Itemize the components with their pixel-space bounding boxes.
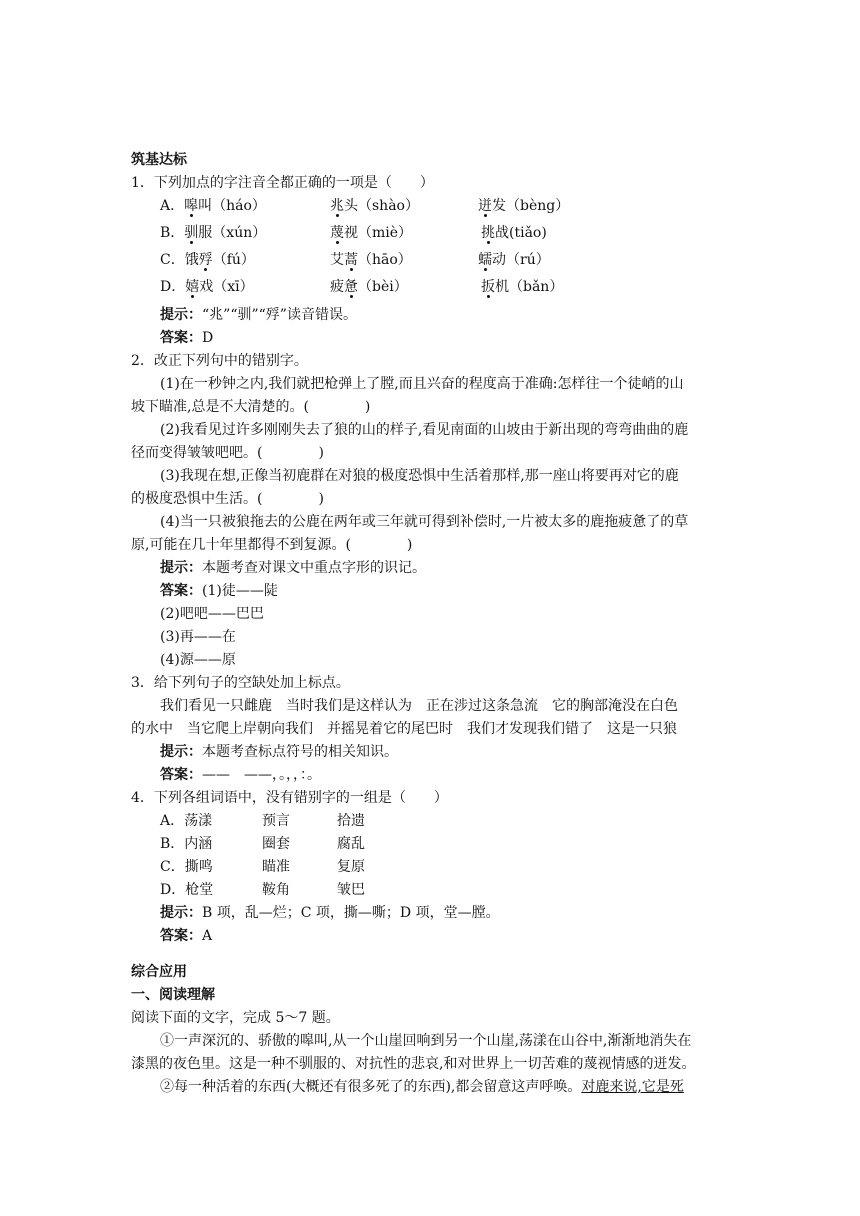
option-label: B． <box>160 225 185 241</box>
question-3-passage: 我们看见一只雌鹿 当时我们是这样认为 正在涉过这条急流 它的胸部淹没在白色 <box>160 698 678 714</box>
question-1-answer <box>160 328 213 348</box>
option-text: 动（rú） <box>492 252 550 268</box>
question-2-answer-3: (3)再——在 <box>160 629 236 645</box>
question-2-answer <box>160 581 278 601</box>
question-2-sentence-4-cont: 原,可能在几十年里都得不到复源。( ) <box>131 537 413 553</box>
question-2-hint <box>160 558 426 578</box>
question-1-option-c-2 <box>330 250 412 270</box>
dotted-char: 驯 <box>184 225 199 241</box>
question-2-sentence-4: (4)当一只被狼拖去的公鹿在两年或三年就可得到补偿时,一片被太多的鹿拖疲惫了的草 <box>160 514 689 530</box>
question-4-option-c-2: 瞄准 <box>262 859 290 875</box>
question-2-stem: 2．改正下列句中的错别字。 <box>131 353 308 369</box>
answer-text: —— ——，。，，：。 <box>202 767 321 783</box>
question-2-sentence-1-cont: 坡下瞄准,总是不大清楚的。( ) <box>131 399 371 415</box>
hint-text: B 项，乱—烂；C 项，撕—嘶；D 项，堂—膛。 <box>202 905 500 921</box>
reading-paragraph-1-cont: 漆黑的夜色里。这是一种不驯服的、对抗性的悲哀,和对世界上一切苦难的蔑视情感的迸发。 <box>131 1056 696 1072</box>
reading-paragraph-1: ①一声深沉的、骄傲的嗥叫,从一个山崖回响到另一个山崖,荡漾在山谷中,渐渐地消失在 <box>160 1033 692 1049</box>
question-4-option-a-2: 预言 <box>262 813 290 829</box>
option-text: 发（bèng） <box>492 198 570 214</box>
question-1-option-a-3 <box>478 196 569 216</box>
question-3-stem: 3．给下列句子的空缺处加上标点。 <box>131 675 350 691</box>
question-1-option-a-2 <box>330 196 419 216</box>
option-text: 机（bǎn） <box>495 279 564 295</box>
option-text: 叫（háo） <box>198 198 266 214</box>
question-4-option-c: C．撕鸣 <box>160 859 213 875</box>
dotted-char: 扳 <box>481 279 495 295</box>
dotted-char: 蔑 <box>330 225 344 241</box>
dotted-char: 嗥 <box>184 198 199 214</box>
option-text: （fú） <box>212 252 255 268</box>
question-4-option-d-3: 皱巴 <box>337 882 365 898</box>
option-text: 服（xún） <box>198 225 267 241</box>
option-text: 饿 <box>184 252 199 268</box>
option-text: 头（shào） <box>344 198 419 214</box>
reading-intro: 阅读下面的文字，完成 5～7 题。 <box>131 1010 340 1026</box>
answer-text: (1)徒——陡 <box>202 583 278 599</box>
option-text: 戏（xī） <box>199 279 254 295</box>
question-2-sentence-2: (2)我看见过许多刚刚失去了狼的山的样子,看见南面的山坡由于新出现的弯弯曲曲的鹿 <box>160 422 689 438</box>
question-4-hint <box>160 903 500 923</box>
dotted-char: 蠕 <box>478 252 492 268</box>
dotted-char: 迸 <box>478 198 492 214</box>
question-1-option-a <box>160 196 266 216</box>
section-2-title: 综合应用 <box>131 964 187 980</box>
question-4-answer <box>160 926 212 946</box>
hint-text: “兆”“驯”“殍”读音错误。 <box>202 307 357 323</box>
question-2-sentence-1: (1)在一秒钟之内,我们就把枪弹上了膛,而且兴奋的程度高于准确:怎样往一个徒峭的山 <box>160 376 684 392</box>
option-text: 视（miè） <box>344 225 413 241</box>
hint-label: 提示： <box>160 560 202 576</box>
question-2-answer-4: (4)源——原 <box>160 652 236 668</box>
question-4-option-a-3: 拾遗 <box>337 813 365 829</box>
question-4-option-d: D．枪堂 <box>160 882 214 898</box>
question-4-option-b-2: 圈套 <box>262 836 290 852</box>
question-1-option-d-3 <box>481 277 563 297</box>
question-1-option-b <box>160 223 266 243</box>
option-text: 艾 <box>330 252 344 268</box>
reading-paragraph-2 <box>160 1077 684 1097</box>
option-text: 疲 <box>330 279 344 295</box>
question-1-hint <box>160 305 357 325</box>
hint-label: 提示： <box>160 744 202 760</box>
answer-text: A <box>202 928 213 944</box>
section-2-subtitle: 一、阅读理解 <box>131 987 215 1003</box>
dotted-char: 惫 <box>344 279 358 295</box>
answer-text: D <box>202 330 214 346</box>
option-label: C． <box>160 252 185 268</box>
question-2-sentence-2-cont: 径而变得皱皱吧吧。( ) <box>131 445 324 461</box>
paragraph-text: ②每一种活着的东西(大概还有很多死了的东西),都会留意这声呼唤。 <box>160 1079 582 1095</box>
question-1-option-d <box>160 277 254 297</box>
section-title: 筑基达标 <box>131 152 187 168</box>
dotted-char: 挑 <box>481 225 495 241</box>
question-2-answer-2: (2)吧吧——巴巴 <box>160 606 264 622</box>
hint-label: 提示： <box>160 307 202 323</box>
question-2-sentence-3: (3)我现在想,正像当初鹿群在对狼的极度恐惧中生活着那样,那一座山将要再对它的鹿 <box>160 468 679 484</box>
question-3-answer <box>160 765 321 785</box>
question-2-sentence-3-cont: 的极度恐惧中生活。( ) <box>131 491 324 507</box>
question-1-stem: 1．下列加点的字注音全都正确的一项是（ ） <box>131 175 434 191</box>
hint-label: 提示： <box>160 905 202 921</box>
dotted-char: 嬉 <box>185 279 200 295</box>
question-4-option-b-3: 腐乱 <box>337 836 365 852</box>
underlined-text: 对鹿来说,它是死 <box>581 1079 684 1095</box>
dotted-char: 兆 <box>330 198 344 214</box>
question-1-option-c <box>160 250 255 270</box>
dotted-char: 蒿 <box>344 252 358 268</box>
answer-label: 答案： <box>160 583 202 599</box>
answer-label: 答案： <box>160 767 202 783</box>
option-text: 战(tiǎo) <box>495 225 547 241</box>
hint-text: 本题考查对课文中重点字形的识记。 <box>202 560 426 576</box>
question-4-stem: 4．下列各组词语中，没有错别字的一组是（ ） <box>131 790 448 806</box>
question-4-option-c-3: 复原 <box>337 859 365 875</box>
question-1-option-c-3 <box>478 250 550 270</box>
option-label: A． <box>160 198 185 214</box>
option-label: D． <box>160 279 186 295</box>
option-text: （bèi） <box>358 279 408 295</box>
question-3-hint <box>160 742 398 762</box>
question-4-option-a: A．荡漾 <box>160 813 213 829</box>
question-1-option-d-2 <box>330 277 408 297</box>
answer-label: 答案： <box>160 928 202 944</box>
dotted-char: 殍 <box>198 252 213 268</box>
question-4-option-b: B．内涵 <box>160 836 213 852</box>
answer-label: 答案： <box>160 330 202 346</box>
option-text: （hāo） <box>358 252 412 268</box>
hint-text: 本题考查标点符号的相关知识。 <box>202 744 398 760</box>
question-1-option-b-3 <box>481 223 547 243</box>
question-1-option-b-2 <box>330 223 412 243</box>
question-4-option-d-2: 鞍角 <box>262 882 290 898</box>
question-3-passage-cont: 的水中 当它爬上岸朝向我们 并摇晃着它的尾巴时 我们才发现我们错了 这是一只狼 <box>131 721 677 737</box>
